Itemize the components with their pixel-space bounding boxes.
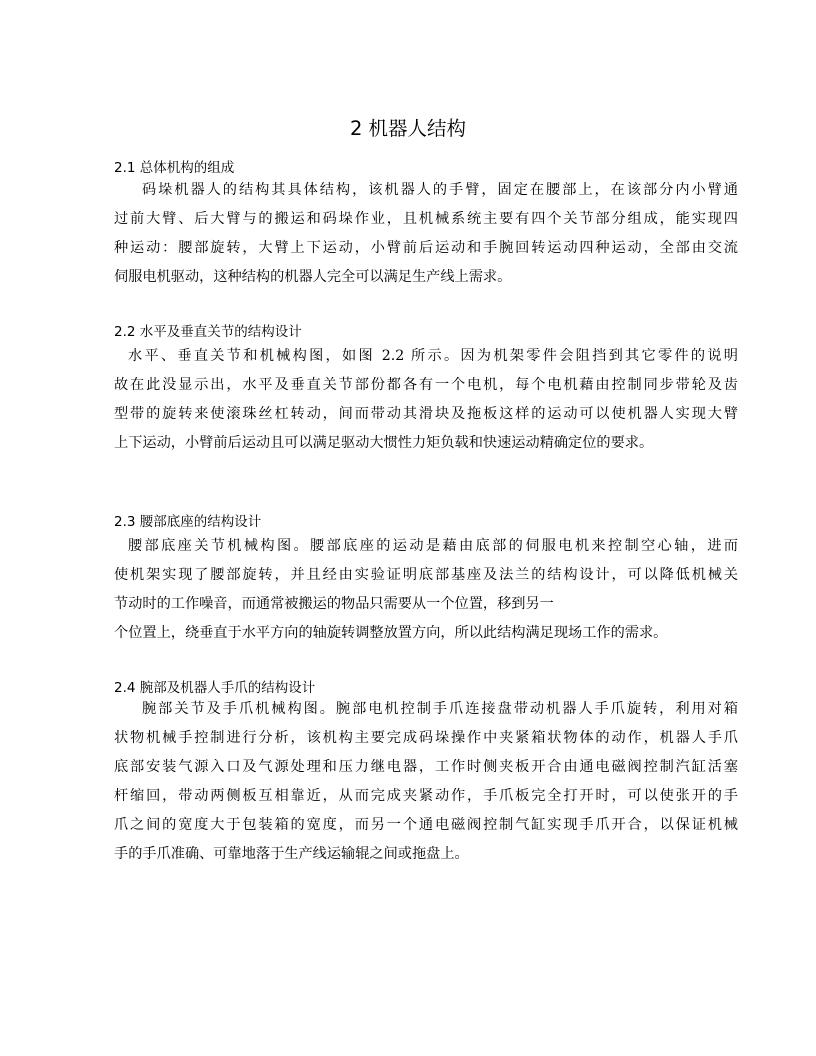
paragraph-line: 个位置上，绕垂直于水平方向的轴旋转调整放置方向，所以此结构满足现场工作的需求。 xyxy=(114,625,668,641)
paragraph-line: 腕部关节及手爪机械构图。腕部电机控制手爪连接盘带动机器人手爪旋转，利用对箱 xyxy=(142,701,738,717)
paragraph-line: 伺服电机驱动，这种结构的机器人完全可以满足生产线上需求。 xyxy=(114,269,512,285)
paragraph-line: 过前大臂、后大臂与的搬运和码垛作业，且机械系统主要有四个关节部分组成，能实现四 xyxy=(114,211,738,227)
paragraph-line: 节动时的工作噪音，而通常被搬运的物品只需要从一个位置，移到另一 xyxy=(114,596,554,612)
paragraph-line: 腰部底座关节机械构图。腰部底座的运动是藉由底部的伺服电机来控制空心轴，进而 xyxy=(128,538,738,554)
section-heading-2-3: 2.3 腰部底座的结构设计 xyxy=(114,514,262,530)
paragraph-line: 故在此没显示出，水平及垂直关节部份都各有一个电机，每个电机藉由控制同步带轮及齿 xyxy=(114,377,738,393)
section-paragraph-2-3 xyxy=(114,532,738,648)
section-paragraph-2-4 xyxy=(114,695,738,869)
paragraph-line: 底部安装气源入口及气源处理和压力继电器，工作时侧夹板开合由通电磁阀控制汽缸活塞 xyxy=(114,759,738,775)
paragraph-line: 状物机械手控制进行分析，该机构主要完成码垛操作中夹紧箱状物体的动作，机器人手爪 xyxy=(114,730,738,746)
section-heading-2-1: 2.1 总体机构的组成 xyxy=(114,160,235,176)
chapter-title: 2 机器人结构 xyxy=(349,117,467,140)
section-heading-2-4: 2.4 腕部及机器人手爪的结构设计 xyxy=(114,680,316,696)
paragraph-line: 爪之间的宽度大于包装箱的宽度，而另一个通电磁阀控制气缸实现手爪开合，以保证机械 xyxy=(114,817,738,833)
paragraph-line: 手的手爪准确、可靠地落于生产线运输辊之间或拖盘上。 xyxy=(114,846,469,862)
paragraph-line: 型带的旋转来使滚珠丝杠转动，间而带动其滑块及拖板这样的运动可以使机器人实现大臂 xyxy=(114,406,738,422)
paragraph-line: 使机架实现了腰部旋转，并且经由实验证明底部基座及法兰的结构设计，可以降低机械关 xyxy=(114,567,738,583)
paragraph-line: 水平、垂直关节和机械构图，如图 2.2 所示。因为机架零件会阻挡到其它零件的说明 xyxy=(128,348,738,364)
paragraph-line: 杆缩回，带动两侧板互相靠近，从而完成夹紧动作，手爪板完全打开时，可以使张开的手 xyxy=(114,788,738,804)
section-heading-2-2: 2.2 水平及垂直关节的结构设计 xyxy=(114,324,302,340)
section-paragraph-2-1 xyxy=(114,176,738,292)
section-paragraph-2-2 xyxy=(114,342,738,458)
paragraph-line: 码垛机器人的结构其具体结构，该机器人的手臂，固定在腰部上，在该部分内小臂通 xyxy=(142,182,738,198)
paragraph-line: 种运动：腰部旋转，大臂上下运动，小臂前后运动和手腕回转运动四种运动，全部由交流 xyxy=(114,240,738,256)
paragraph-line: 上下运动，小臂前后运动且可以满足驱动大惯性力矩负载和快速运动精确定位的要求。 xyxy=(114,435,654,451)
